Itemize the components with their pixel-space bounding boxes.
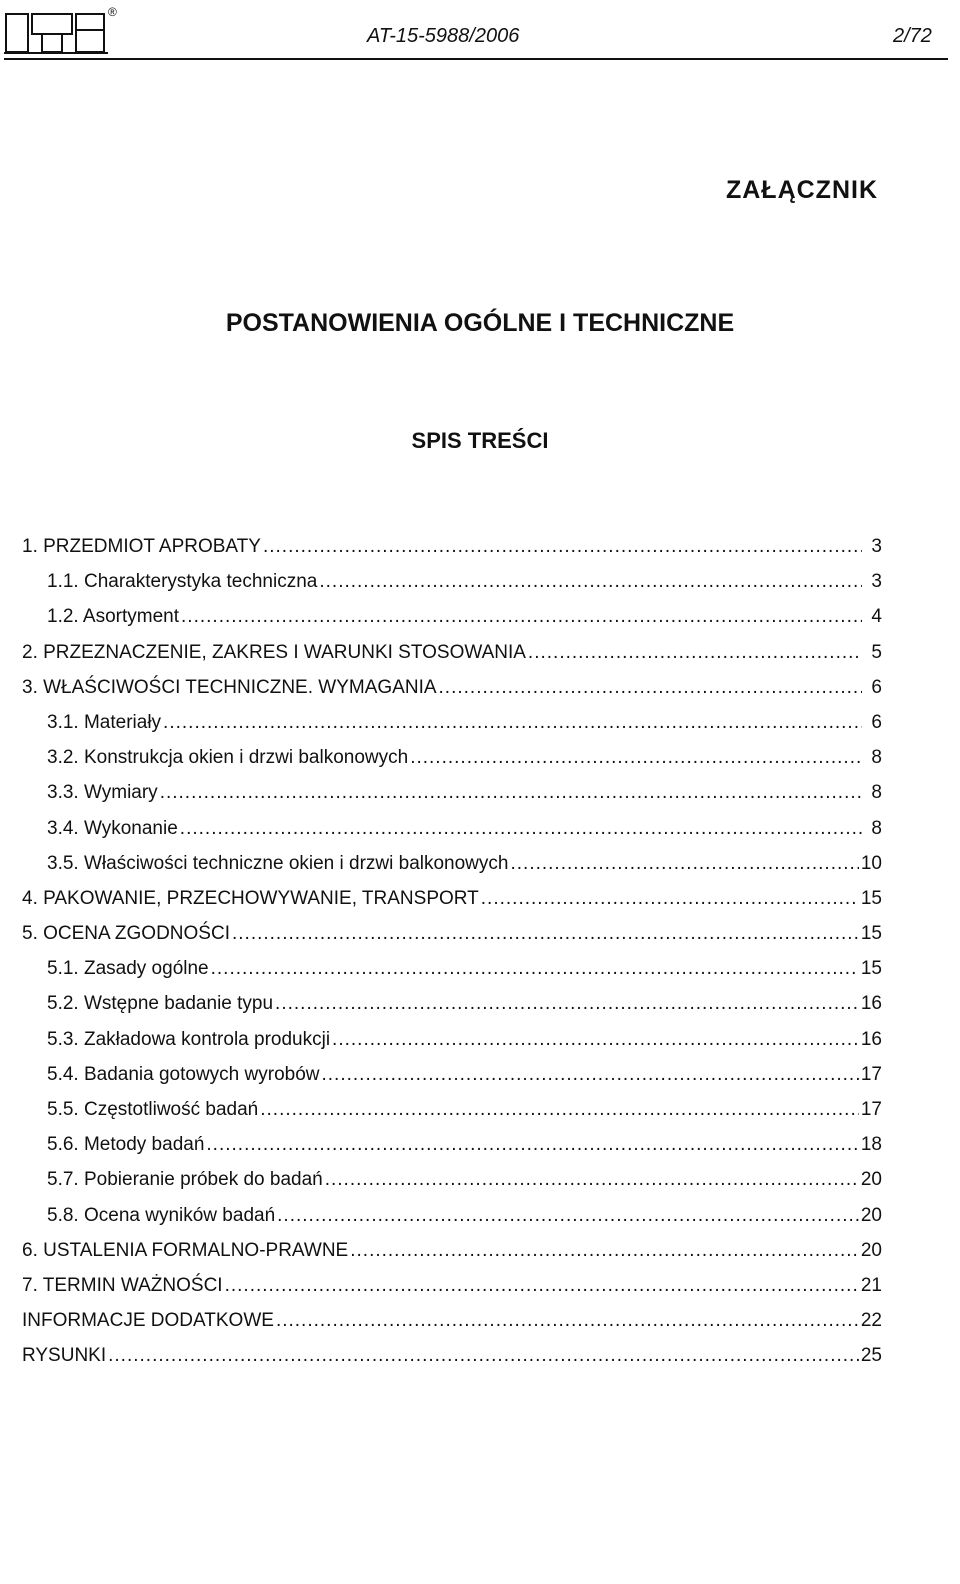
toc-entry-page: 10 [860, 852, 882, 874]
toc-dot-leader [275, 993, 859, 1015]
toc-entry[interactable] [22, 1275, 882, 1310]
toc-entry-page: 25 [860, 1345, 882, 1367]
toc-entry-label: 3.4. Wykonanie [47, 817, 178, 839]
toc-dot-leader [350, 1240, 859, 1262]
toc-entry[interactable] [22, 782, 882, 817]
toc-entry-page: 17 [860, 1063, 882, 1085]
toc-entry-label: INFORMACJE DODATKOWE [22, 1310, 274, 1332]
toc-entry[interactable] [22, 1064, 882, 1099]
toc-dot-leader [325, 1169, 859, 1191]
toc-entry-page: 4 [871, 606, 882, 628]
toc-entry-label: 3.5. Właściwości techniczne okien i drzwi balkonowych [47, 852, 509, 874]
toc-heading: SPIS TREŚCI [411, 428, 549, 453]
toc-entry-page: 20 [860, 1169, 882, 1191]
toc-dot-leader [180, 818, 862, 840]
toc-entry-label: 5.5. Częstotliwość badań [47, 1099, 259, 1120]
toc-entry-page: 16 [860, 1028, 882, 1050]
toc-entry-page: 15 [860, 958, 882, 980]
toc-entry-page: 17 [860, 1099, 882, 1120]
toc-entry-label: 5.4. Badania gotowych wyrobów [47, 1063, 320, 1085]
toc-entry-label: 1.1. Charakterystyka techniczna [47, 571, 318, 593]
annex-title: ZAŁĄCZNIK [725, 176, 878, 204]
toc-entry[interactable] [22, 642, 882, 677]
toc-dot-leader [206, 1134, 858, 1156]
toc-entry-label: 5. OCENA ZGODNOŚCI [22, 923, 230, 945]
toc-entry-page: 8 [871, 817, 882, 839]
toc-dot-leader [225, 1275, 859, 1297]
toc-entry[interactable] [22, 923, 882, 958]
toc-dot-leader [410, 747, 862, 769]
toc-dot-leader [160, 782, 862, 804]
toc-dot-leader [322, 1064, 859, 1086]
toc-entry[interactable] [22, 888, 882, 923]
itb-logo [4, 4, 122, 54]
header-divider [4, 58, 948, 60]
toc-dot-leader [163, 712, 862, 734]
toc-entry[interactable] [22, 853, 882, 888]
document-title: POSTANOWIENIA OGÓLNE I TECHNICZNE [225, 309, 735, 337]
toc-entry-label: 3.3. Wymiary [47, 782, 158, 804]
toc-entry-page: 8 [871, 747, 882, 769]
toc-dot-leader [332, 1029, 859, 1051]
toc-dot-leader [211, 958, 859, 980]
toc-entry[interactable] [22, 747, 882, 782]
toc-entry-page: 15 [860, 923, 882, 945]
toc-entry[interactable] [22, 712, 882, 747]
toc-entry-page: 5 [871, 641, 882, 663]
toc-dot-leader [276, 1310, 859, 1332]
registered-mark: ® [108, 5, 117, 19]
toc-dot-leader [108, 1345, 859, 1367]
toc-entry[interactable] [22, 606, 882, 641]
toc-dot-leader [260, 1099, 859, 1121]
toc-entry-label: 1.2. Asortyment [47, 606, 180, 628]
toc-entry-label: 5.6. Metody badań [47, 1134, 205, 1156]
toc-entry-page: 8 [871, 782, 882, 804]
toc-entry[interactable] [22, 1099, 882, 1134]
page-number: 2/72 [893, 25, 932, 47]
toc-dot-leader [510, 853, 858, 875]
toc-entry-label: 5.7. Pobieranie próbek do badań [47, 1169, 323, 1191]
toc-entry-label: RYSUNKI [22, 1345, 107, 1367]
toc-entry[interactable] [22, 536, 882, 571]
toc-entry-page: 6 [871, 711, 882, 733]
toc-entry-page: 22 [860, 1310, 882, 1332]
toc-entry[interactable] [22, 571, 882, 606]
toc-entry-label: 3.2. Konstrukcja okien i drzwi balkonowych [47, 747, 409, 769]
toc-entry-page: 6 [871, 676, 882, 698]
toc-entry-label: 7. TERMIN WAŻNOŚCI [22, 1274, 223, 1296]
page-header [0, 0, 960, 64]
toc-entry[interactable] [22, 677, 882, 712]
toc-dot-leader [232, 923, 859, 945]
toc-dot-leader [319, 571, 862, 593]
toc-dot-leader [277, 1205, 859, 1227]
toc-entry-label: 3.1. Materiały [47, 711, 162, 733]
toc-entry[interactable] [22, 1029, 882, 1064]
table-of-contents [22, 536, 882, 1381]
toc-entry[interactable] [22, 1169, 882, 1204]
toc-entry-label: 3. WŁAŚCIWOŚCI TECHNICZNE. WYMAGANIA [22, 676, 437, 698]
toc-entry-label: 5.2. Wstępne badanie typu [47, 993, 274, 1015]
toc-entry-label: 5.8. Ocena wyników badań [47, 1204, 276, 1226]
toc-entry[interactable] [22, 1345, 882, 1380]
toc-entry[interactable] [22, 1134, 882, 1169]
toc-entry-label: 4. PAKOWANIE, PRZECHOWYWANIE, TRANSPORT [22, 887, 479, 909]
toc-dot-leader [263, 536, 862, 558]
toc-dot-leader [528, 642, 862, 664]
toc-entry-page: 15 [860, 887, 882, 909]
toc-entry-label: 5.1. Zasady ogólne [47, 958, 209, 980]
toc-entry-page: 16 [860, 993, 882, 1015]
toc-entry[interactable] [22, 818, 882, 853]
toc-entry-page: 21 [860, 1274, 882, 1296]
toc-entry-label: 2. PRZEZNACZENIE, ZAKRES I WARUNKI STOSOWANIA [22, 641, 526, 663]
toc-entry-page: 3 [871, 571, 882, 593]
toc-entry-page: 3 [871, 536, 882, 557]
toc-entry-label: 1. PRZEDMIOT APROBATY [22, 536, 261, 557]
toc-entry[interactable] [22, 1205, 882, 1240]
toc-entry-page: 18 [860, 1134, 882, 1156]
toc-entry-page: 20 [860, 1204, 882, 1226]
toc-entry[interactable] [22, 1310, 882, 1345]
toc-entry[interactable] [22, 993, 882, 1028]
toc-entry-page: 20 [860, 1239, 882, 1261]
toc-dot-leader [181, 606, 862, 628]
toc-dot-leader [481, 888, 859, 910]
toc-entry-label: 6. USTALENIA FORMALNO-PRAWNE [22, 1239, 349, 1261]
toc-entry-label: 5.3. Zakładowa kontrola produkcji [47, 1028, 331, 1050]
toc-dot-leader [439, 677, 862, 699]
toc-entry[interactable] [22, 958, 882, 993]
toc-entry[interactable] [22, 1240, 882, 1275]
document-code: AT-15-5988/2006 [367, 25, 520, 47]
